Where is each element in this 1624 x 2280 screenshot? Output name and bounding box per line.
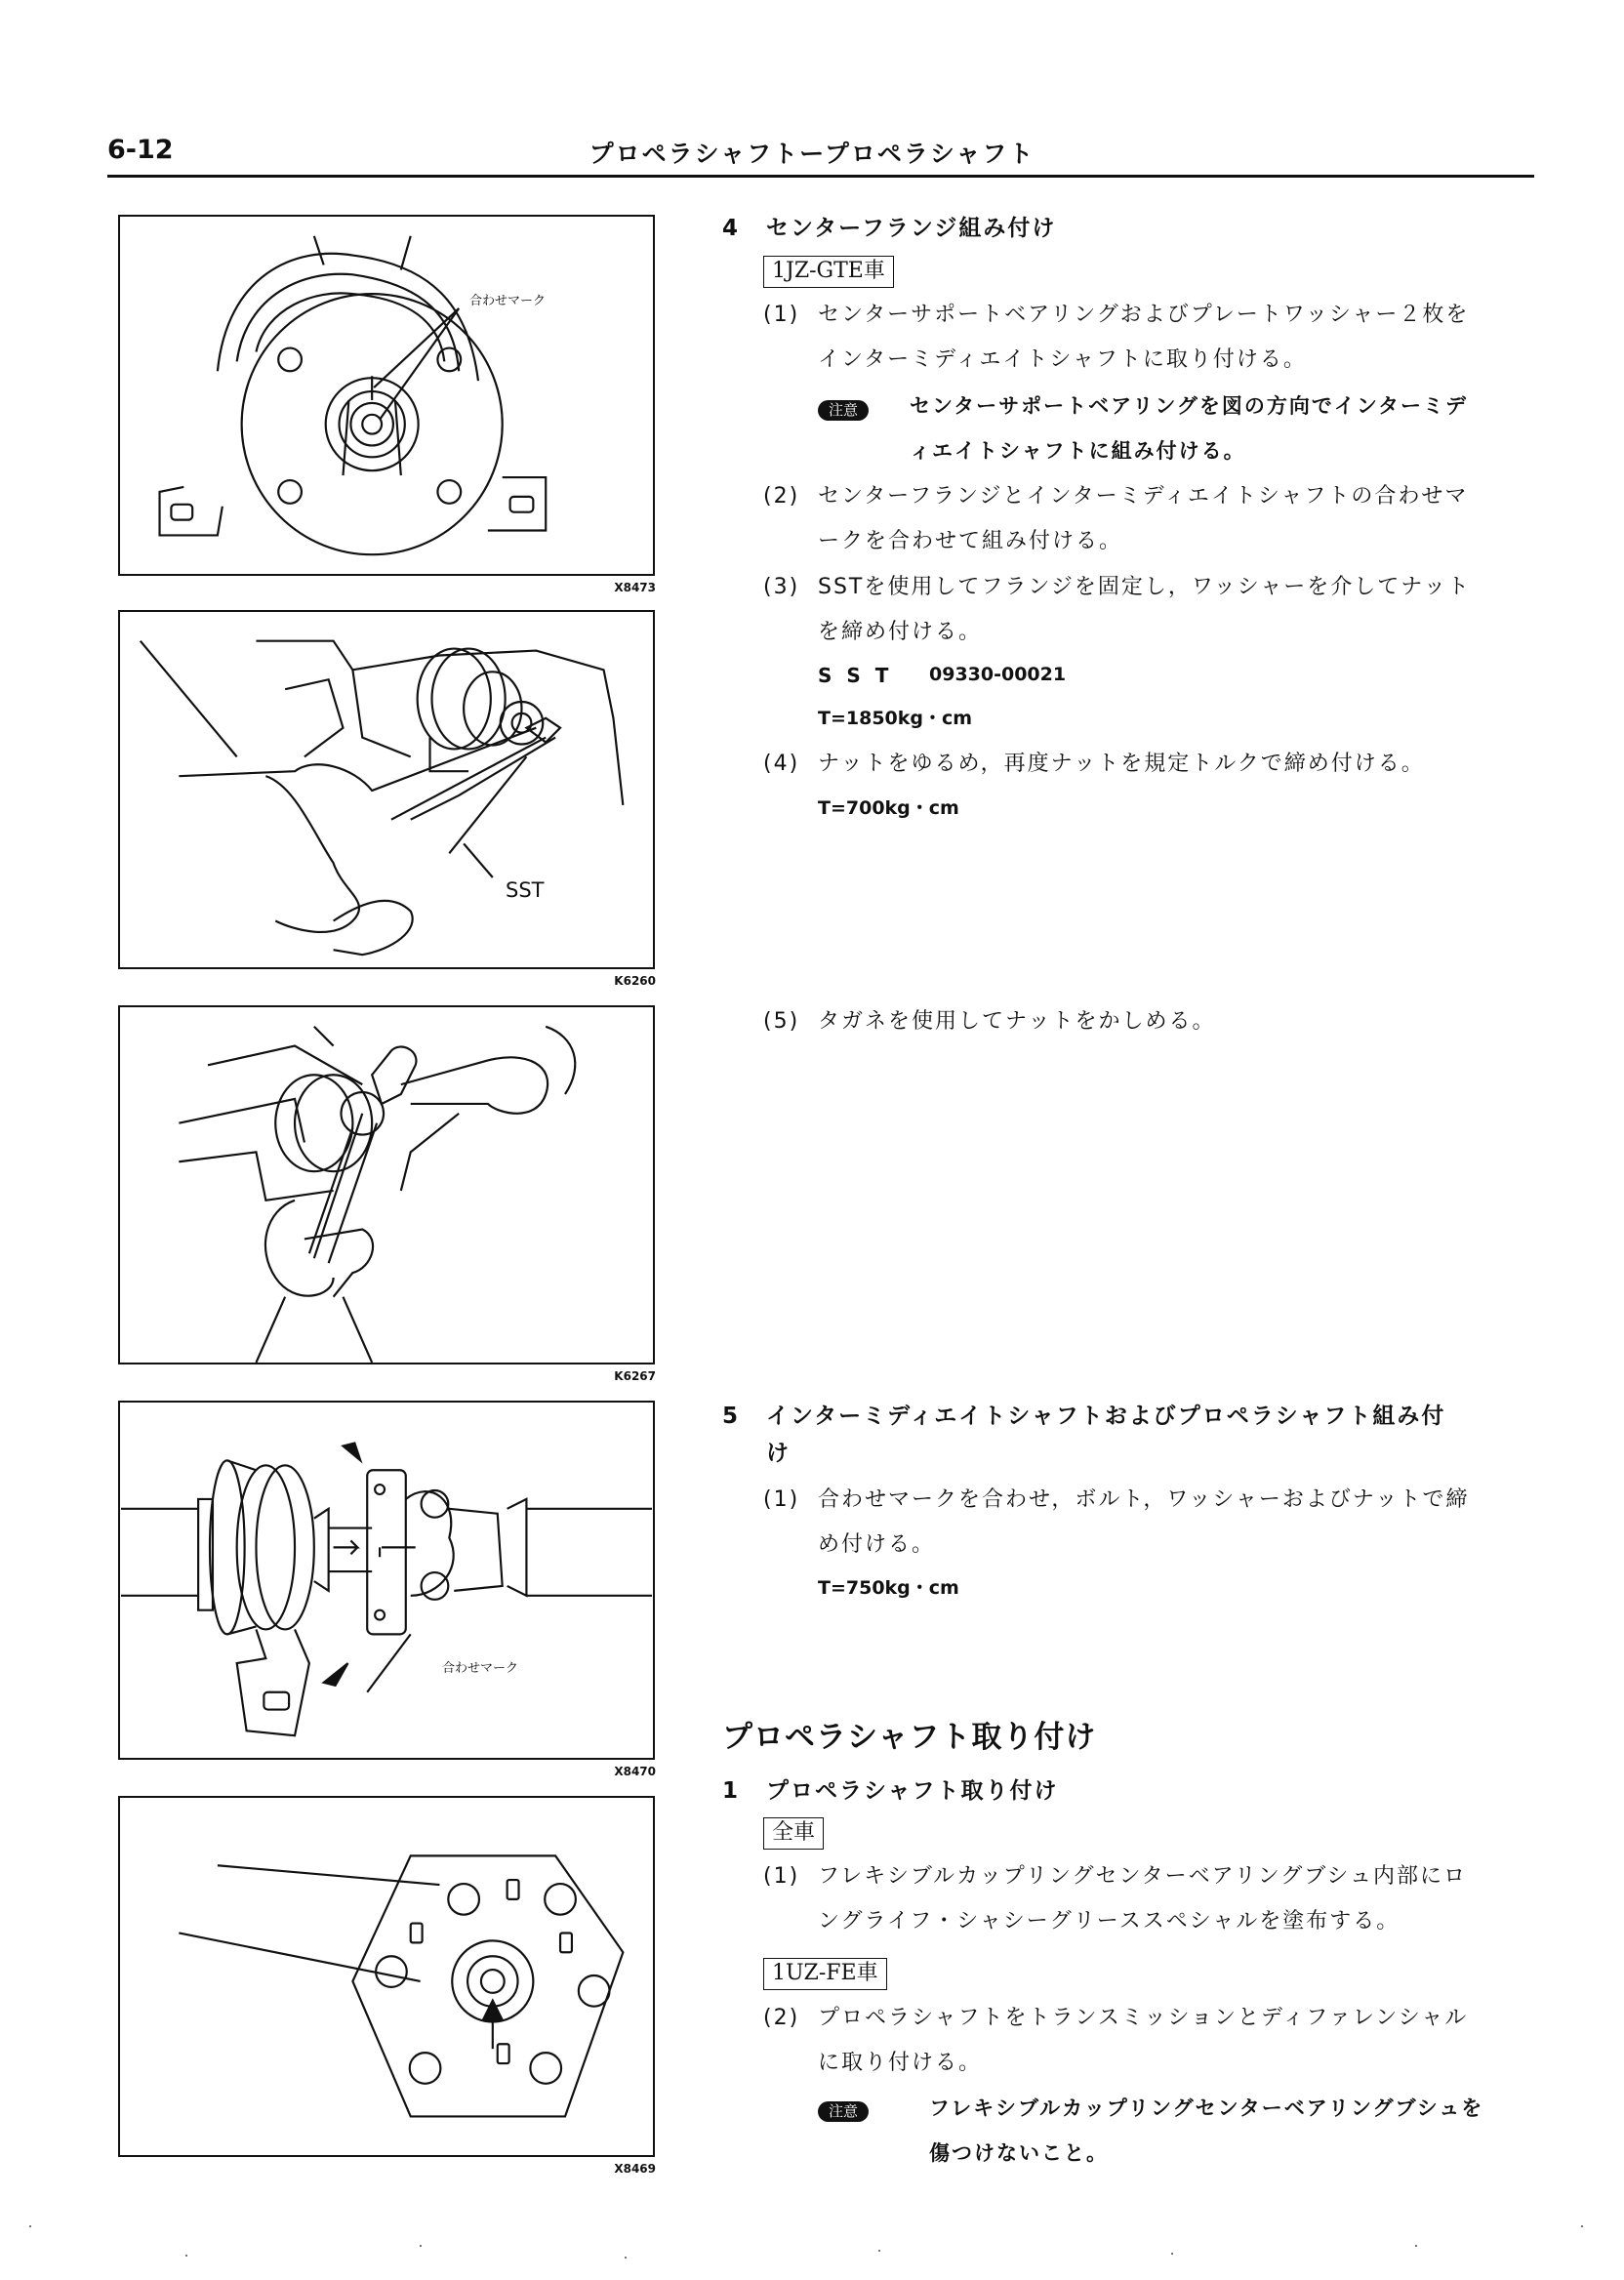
- figure-code: K6267: [614, 1369, 656, 1383]
- step4-s3-num: (3): [763, 575, 800, 599]
- caution-badge: 注意: [818, 400, 869, 421]
- figure-code: K6260: [614, 974, 656, 988]
- step4-caution-line1: センターサポートベアリングを図の方向でインターミデ: [910, 394, 1469, 418]
- scan-speck: [1415, 2245, 1417, 2247]
- scan-speck: [185, 2255, 187, 2257]
- scan-speck: [878, 2250, 880, 2252]
- caution-badge: 注意: [818, 2101, 869, 2122]
- vehicle-badge-all: 全車: [763, 1817, 824, 1850]
- step5-s1-line2: め付ける。: [818, 1532, 936, 1557]
- torque-spec-1: T=1850kg・cm: [818, 708, 973, 729]
- scan-speck: [29, 2225, 31, 2227]
- figure-code: X8469: [614, 2162, 656, 2176]
- figure-center-flange: [118, 215, 655, 576]
- figure-code: X8473: [614, 581, 656, 594]
- figure-sst-tightening: [118, 610, 655, 969]
- figure-code: X8470: [614, 1765, 656, 1778]
- step4-s1-line1: センターサポートベアリングおよびプレートワッシャー２枚を: [818, 303, 1470, 327]
- step4-s4-line1: ナットをゆるめ，再度ナットを規定トルクで締め付ける。: [818, 752, 1425, 776]
- figure-shaft-assembly: [118, 1401, 655, 1760]
- step5-title-line1: インターミディエイトシャフトおよびプロペラシャフト組み付: [766, 1404, 1446, 1429]
- header-rule: [107, 175, 1534, 178]
- step4-s2-num: (2): [763, 484, 800, 509]
- scan-speck: [420, 2245, 422, 2247]
- alignment-mark-label: 合わせマーク: [469, 294, 547, 308]
- section-s2-line1: プロペラシャフトをトランスミッションとディファレンシャル: [818, 2006, 1469, 2030]
- sst-label-text: S S T: [818, 664, 893, 687]
- section-caution-line2: 傷つけないこと。: [929, 2141, 1109, 2165]
- section-s1-line1: フレキシブルカップリングセンターベアリングブシュ内部にロ: [818, 1864, 1467, 1889]
- sst-number: 09330-00021: [929, 664, 1067, 685]
- step4-s3-line2: を締め付ける。: [818, 620, 983, 644]
- section-caution-line1: フレキシブルカップリングセンターベアリングブシュを: [929, 2097, 1484, 2120]
- alignment-mark-label: 合わせマーク: [442, 1661, 519, 1676]
- step4-s1-num: (1): [763, 303, 800, 327]
- vehicle-badge-1jz: 1JZ-GTE車: [763, 256, 894, 288]
- section-step1-title: プロペラシャフト取り付け: [766, 1778, 1059, 1804]
- scan-speck: [625, 2257, 627, 2259]
- step5-title-line2: け: [766, 1441, 791, 1466]
- step4-s1-line2: インターミディエイトシャフトに取り付ける。: [818, 347, 1307, 372]
- section-heading: プロペラシャフト取り付け: [722, 1720, 1097, 1755]
- section-step1-number: 1: [722, 1778, 741, 1804]
- section-s2-num: (2): [763, 2006, 800, 2030]
- step5-s1-line1: 合わせマークを合わせ，ボルト，ワッシャーおよびナットで締: [818, 1487, 1470, 1512]
- step4-caution-line2: ィエイトシャフトに組み付ける。: [910, 439, 1246, 463]
- figure-flexible-coupling: [118, 1796, 655, 2157]
- scan-speck: [1581, 2225, 1583, 2227]
- section-s1-line2: ングライフ・シャシーグリーススペシャルを塗布する。: [818, 1909, 1401, 1934]
- step4-s4-num: (4): [763, 752, 800, 776]
- step5-s1-num: (1): [763, 1487, 800, 1512]
- sst-label: SST: [506, 878, 545, 902]
- page-title: プロペラシャフトープロペラシャフト: [589, 140, 1035, 168]
- step4-number: 4: [722, 216, 741, 241]
- section-s2-line2: に取り付ける。: [818, 2051, 983, 2075]
- section-s1-num: (1): [763, 1864, 800, 1889]
- page-number: 6-12: [107, 135, 174, 165]
- step4-s5-line1: タガネを使用してナットをかしめる。: [818, 1009, 1216, 1034]
- torque-spec-3: T=750kg・cm: [818, 1577, 959, 1599]
- step4-title: センターフランジ組み付け: [766, 216, 1057, 241]
- step4-s2-line2: ークを合わせて組み付ける。: [818, 529, 1123, 553]
- step4-s2-line1: センターフランジとインターミディエイトシャフトの合わせマ: [818, 484, 1469, 509]
- scan-speck: [1171, 2253, 1173, 2255]
- step4-s3-line1: SSTを使用してフランジを固定し，ワッシャーを介してナット: [818, 575, 1471, 599]
- step5-number: 5: [722, 1404, 741, 1429]
- figure-staking-nut: [118, 1005, 655, 1364]
- torque-spec-2: T=700kg・cm: [818, 797, 959, 819]
- vehicle-badge-1uz: 1UZ-FE車: [763, 1958, 887, 1990]
- step4-s5-num: (5): [763, 1009, 800, 1034]
